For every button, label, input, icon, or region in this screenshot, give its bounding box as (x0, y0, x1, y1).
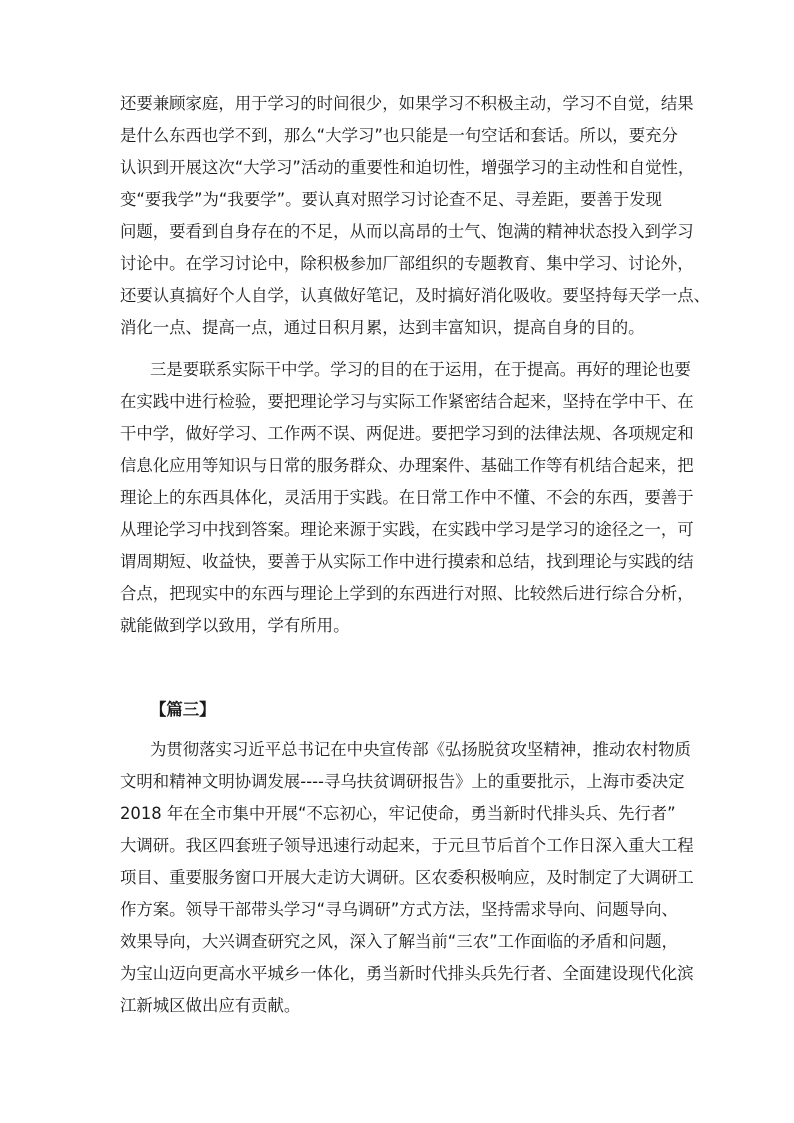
text-line: 变“要我学”为“我要学”。要认真对照学习讨论查不足、寻差距，要善于发现 (120, 190, 663, 209)
text-line: 讨论中。在学习讨论中，除积极参加厂部组织的专题教育、集中学习、讨论外， (120, 254, 694, 273)
text-line: 还要兼顾家庭，用于学习的时间很少，如果学习不积极主动，学习不自觉，结果 (120, 94, 694, 113)
text-line: 认识到开展这次“大学习”活动的重要性和迫切性，增强学习的主动性和自觉性， (120, 158, 695, 177)
text-line: 还要认真搞好个人自学，认真做好笔记，及时搞好消化吸收。要坚持每天学一点、 (120, 286, 711, 305)
text-line: 为贯彻落实习近平总书记在中央宣传部《弘扬脱贫攻坚精神，推动农村物质 (150, 740, 691, 759)
text-line: 就能做到学以致用，学有所用。 (120, 616, 350, 635)
text-line: 干中学，做好学习、工作两不误、两促进。要把学习到的法律法规、各项规定和 (120, 424, 694, 443)
text-line: 大调研。我区四套班子领导迅速行动起来，于元旦节后首个工作日深入重大工程 (120, 836, 694, 855)
text-line: 是什么东西也学不到，那么“大学习”也只能是一句空话和套话。所以，要充分 (120, 126, 678, 145)
text-line: 信息化应用等知识与日常的服务群众、办理案件、基础工作等有机结合起来，把 (120, 456, 694, 475)
text-line: 合点，把现实中的东西与理论上学到的东西进行对照、比较然后进行综合分析， (120, 584, 694, 603)
text-line: 江新城区做出应有贡献。 (120, 996, 301, 1015)
text-line: 在实践中进行检验，要把理论学习与实际工作紧密结合起来，坚持在学中干、在 (120, 392, 694, 411)
text-line: 作方案。领导干部带头学习“寻乌调研”方式方法，坚持需求导向、问题导向、 (120, 900, 678, 919)
text-line: 项目、重要服务窗口开展大走访大调研。区农委积极响应，及时制定了大调研工 (120, 868, 694, 887)
text-line: 从理论学习中找到答案。理论来源于实践，在实践中学习是学习的途径之一，可 (120, 520, 694, 539)
text-line: 消化一点、提高一点，通过日积月累，达到丰富知识，提高自身的目的。 (120, 318, 645, 337)
section-heading: 【篇三】 (150, 700, 216, 719)
text-line: 谓周期短、收益快，要善于从实际工作中进行摸索和总结，找到理论与实践的结 (120, 552, 694, 571)
paragraph-practice (120, 354, 694, 642)
text-line: 效果导向，大兴调查研究之风，深入了解当前“三农”工作面临的矛盾和问题， (120, 932, 678, 951)
text-line: 为宝山迈向更高水平城乡一体化，勇当新时代排头兵先行者、全面建设现代化滨 (120, 964, 694, 983)
paragraph-section-three (120, 734, 694, 1022)
paragraph-continuation (120, 88, 711, 344)
text-line: 三是要联系实际干中学。学习的目的在于运用，在于提高。再好的理论也要 (150, 360, 691, 379)
text-line: 理论上的东西具体化，灵活用于实践。在日常工作中不懂、不会的东西，要善于 (120, 488, 694, 507)
text-line: 文明和精神文明协调发展----寻乌扶贫调研报告》上的重要批示，上海市委决定 (120, 772, 685, 791)
text-line: 2018 年在全市集中开展“不忘初心，牢记使命，勇当新时代排头兵、先行者” (120, 804, 676, 823)
text-line: 问题，要看到自身存在的不足，从而以高昂的士气、饱满的精神状态投入到学习 (120, 222, 694, 241)
